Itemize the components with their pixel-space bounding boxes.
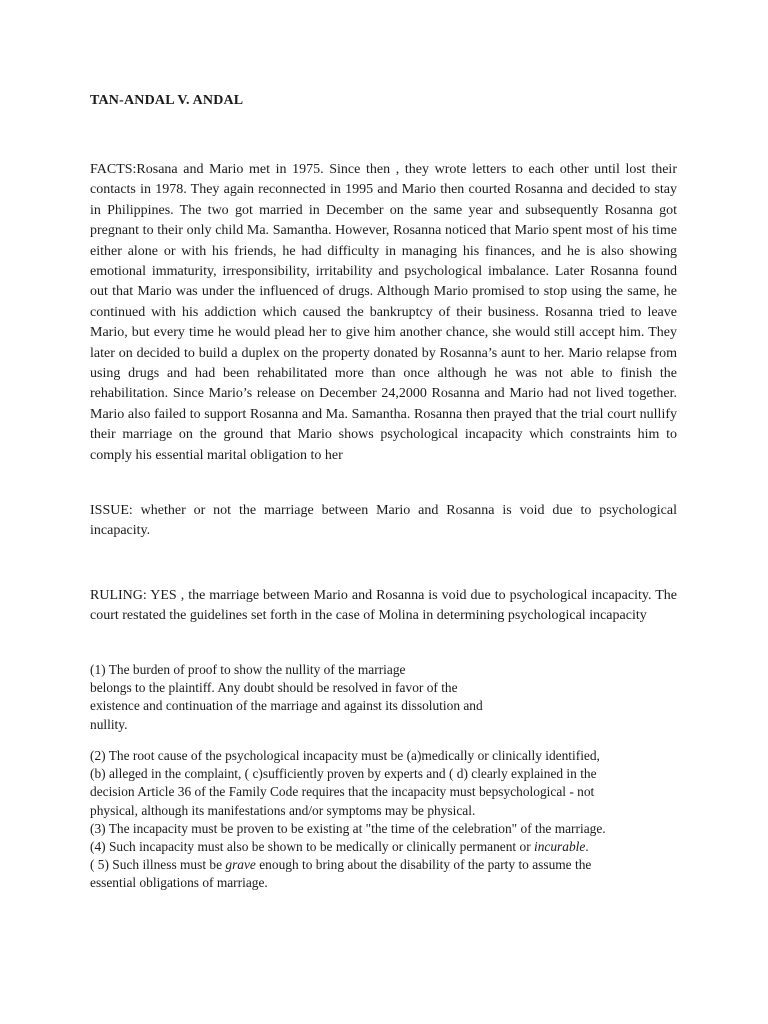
guideline-5-emphasis: grave <box>225 857 256 873</box>
guideline-2-line: decision Article 36 of the Family Code requires that the incapacity must bepsychological - not <box>90 784 595 800</box>
guideline-1 <box>90 661 483 734</box>
guideline-1-line: nullity. <box>90 716 128 732</box>
guideline-4-line <box>90 838 606 856</box>
guideline-1-line: existence and continuation of the marriage and against its dissolution and <box>90 698 483 714</box>
guideline-4-emphasis: incurable <box>534 839 586 855</box>
guideline-1-line: (1) The burden of proof to show the nullity of the marriage <box>90 662 406 677</box>
case-title: TAN-ANDAL V. ANDAL <box>90 93 244 108</box>
guideline-2-line: physical, although its manifestations and/or symptoms may be physical. <box>90 802 476 818</box>
guideline-5-line: essential obligations of marriage. <box>90 875 268 891</box>
issue-paragraph: ISSUE: whether or not the marriage between Mario and Rosanna is void due to psychological incapacity. <box>90 503 677 539</box>
guideline-5-text: ( 5) Such illness must be <box>90 857 226 873</box>
guideline-5-line <box>90 856 606 874</box>
guideline-5-rest: enough to bring about the disability of the party to assume the <box>255 857 592 873</box>
guideline-2-line: (b) alleged in the complaint, ( c)sufficiently proven by experts and ( d) clearly explained in the <box>90 766 597 782</box>
guideline-1-line: belongs to the plaintiff. Any doubt should be resolved in favor of the <box>90 680 458 696</box>
ruling-paragraph: RULING: YES , the marriage between Mario and Rosanna is void due to psychological incapacity. The court restated the guidelines set forth in the case of Molina in determining psychological incapacity <box>90 588 677 624</box>
facts-paragraph: FACTS:Rosana and Mario met in 1975. Since then , they wrote letters to each other until lost their contacts in 1978. They again reconnected in 1995 and Mario then courted Rosanna and decided to stay in Philippines. The two got married in December on the same year and subsequently Rosanna got pregnant to their only child Ma. Samantha. However, Rosanna noticed that Mario spent most of his time either alone or with his friends, he had difficulty in managing his finances, and he is also showing emotional immaturity, irresponsibility, irritability and psychological imbalance. Later Rosanna found out that Mario was under the influenced of drugs. Although Mario promised to stop using the same, he continued with his addiction which caused the bankruptcy of their business. Rosanna tried to leave Mario, but every time he would plead her to give him another chance, she would still accept him. They later on decided to build a duplex on the property donated by Rosanna’s aunt to her. Mario relapse from using drugs and had been rehabilitated more than once although he was not able to finish the rehabilitation. Since Mario’s release on December 24,2000 Rosanna and Mario had not lived together. Mario also failed to support Rosanna and Ma. Samantha. Rosanna then prayed that the trial court nullify their marriage on the ground that Mario shows psychological incapacity which constraints him to comply his essential marital obligation to her <box>90 162 677 463</box>
guideline-2-line: (2) The root cause of the psychological incapacity must be (a)medically or clinically identified, <box>90 748 600 763</box>
guideline-4-text: (4) Such incapacity must also be shown to be medically or clinically permanent or <box>90 839 534 855</box>
guideline-4-end: . <box>585 839 589 855</box>
guidelines-2-to-5 <box>90 747 606 893</box>
guideline-3-line: (3) The incapacity must be proven to be existing at "the time of the celebration" of the marriage. <box>90 820 606 836</box>
